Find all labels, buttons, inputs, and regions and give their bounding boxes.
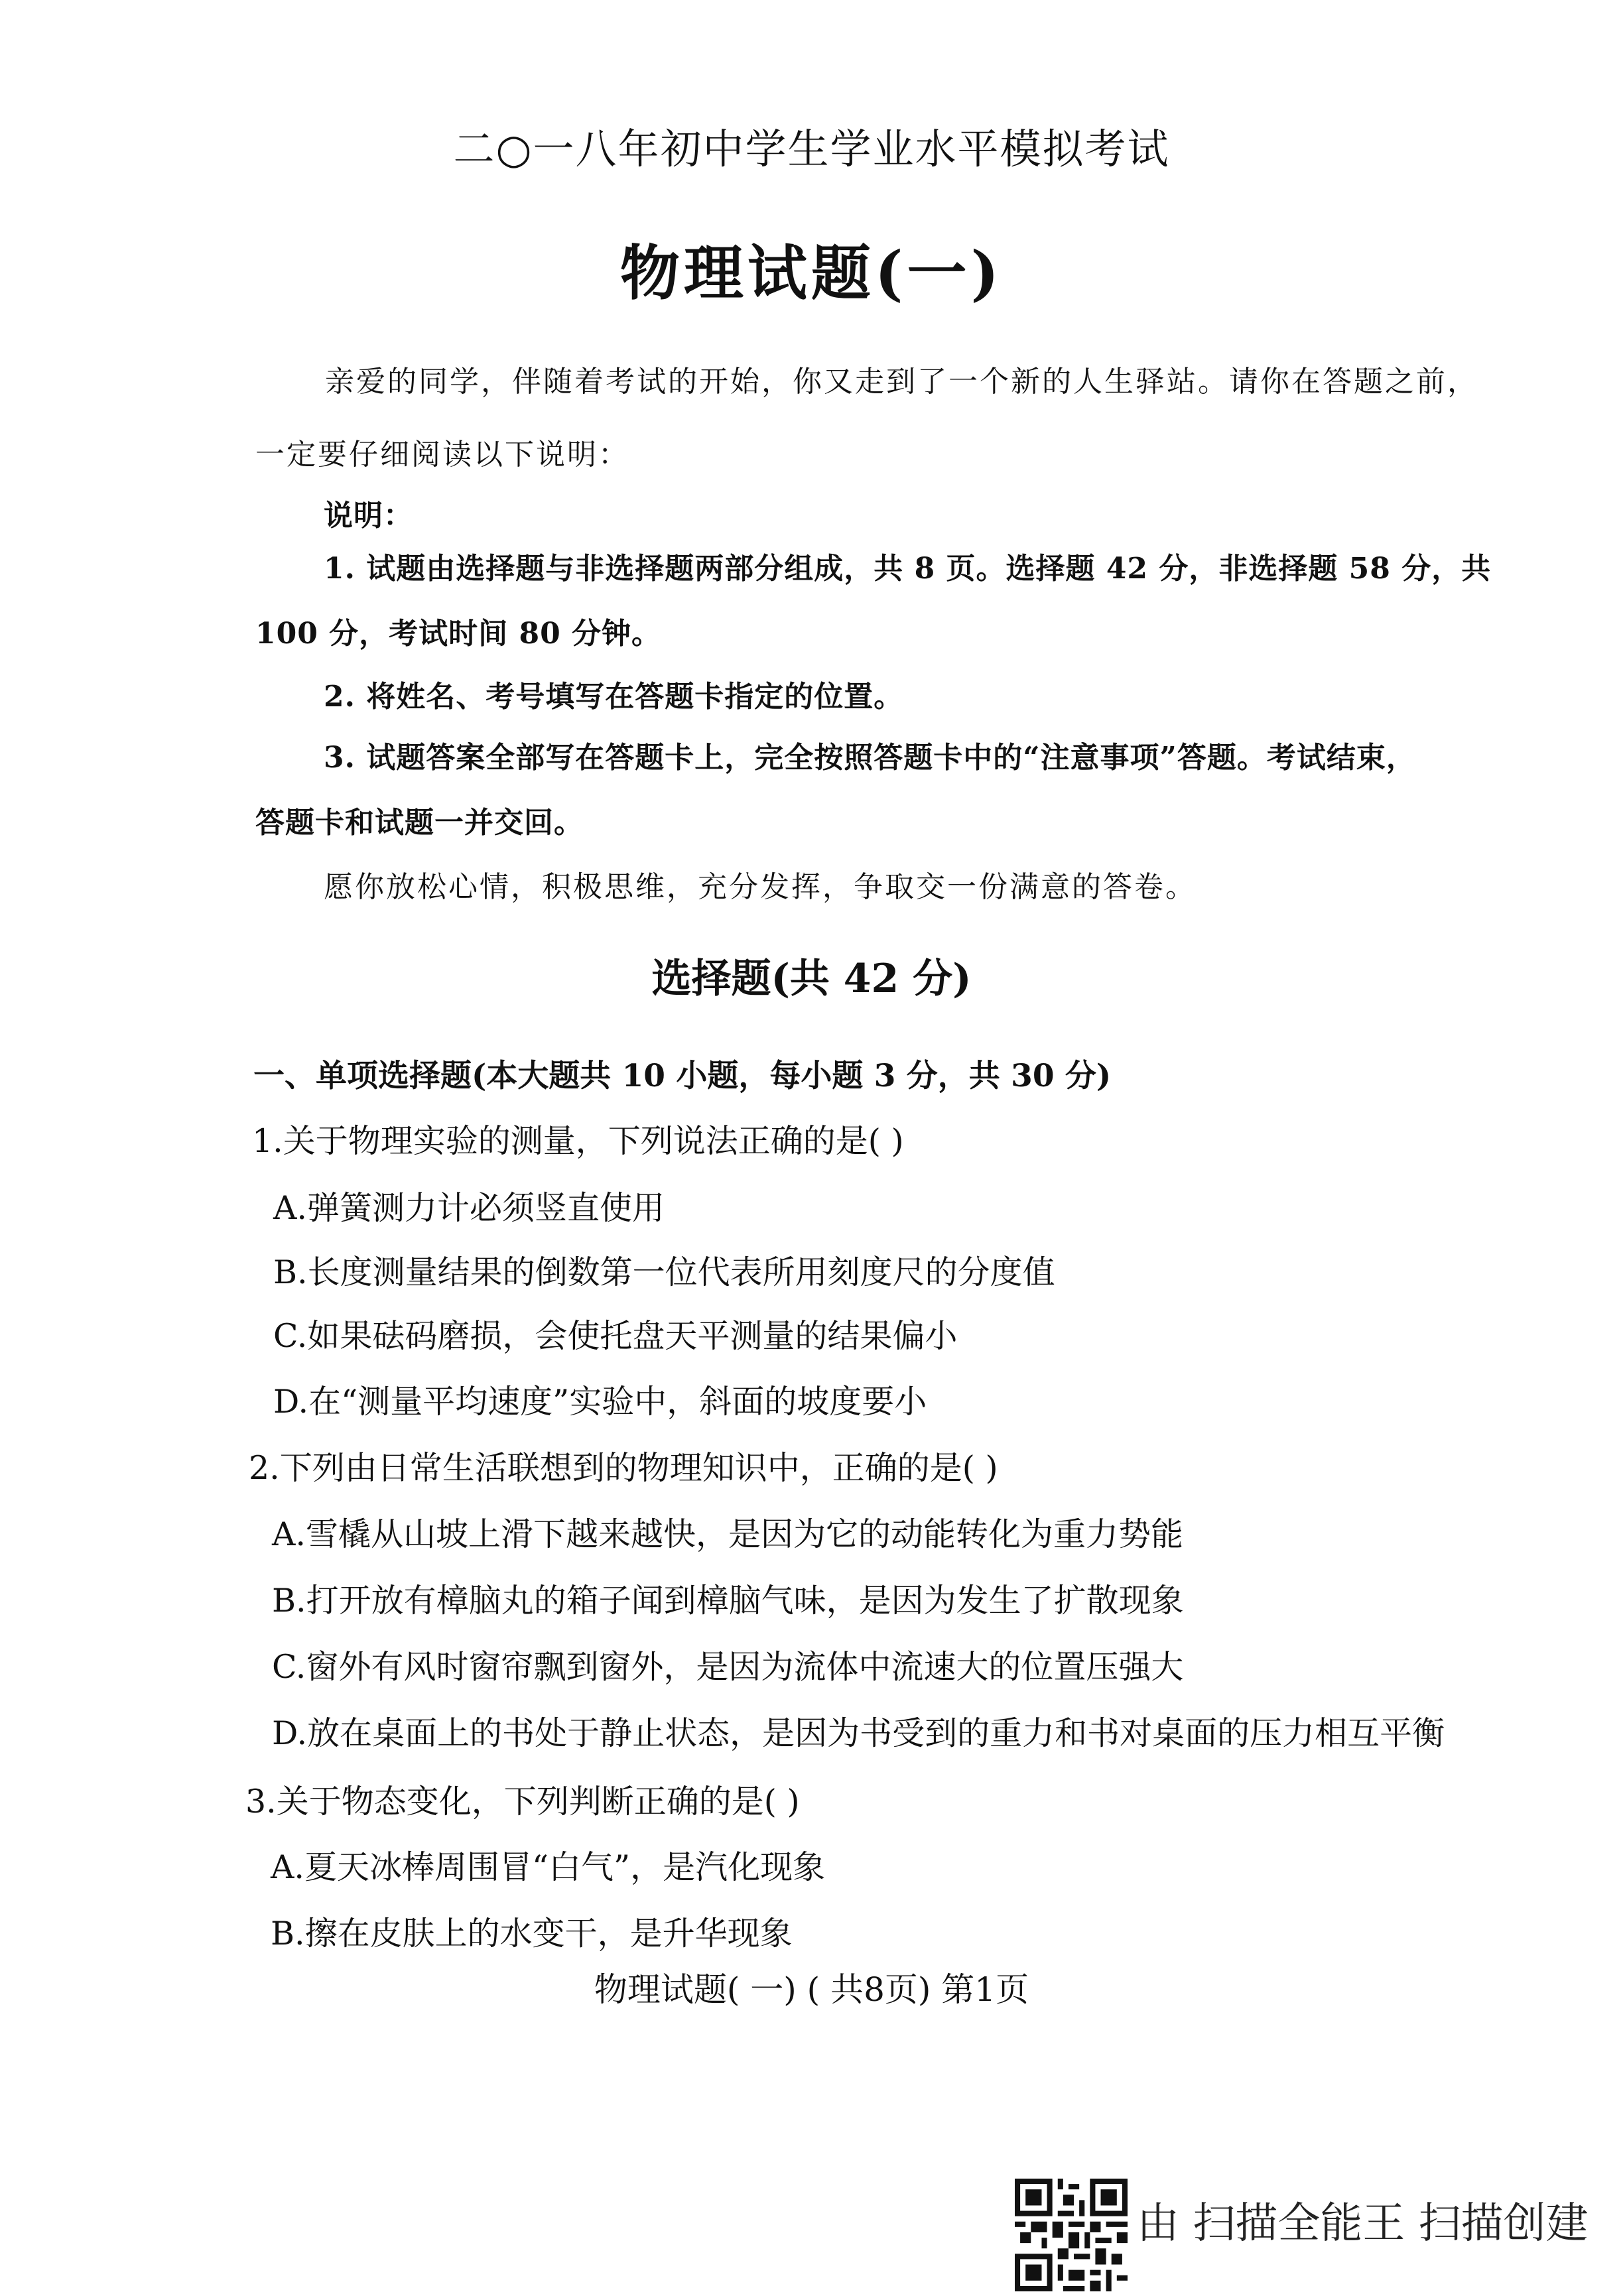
exam-name: 二○一八年初中学生学业水平模拟考试 <box>453 125 1170 173</box>
question-2-option-a: A.雪橇从山坡上滑下越来越快，是因为它的动能转化为重力势能 <box>272 1515 1183 1553</box>
wish-line: 愿你放松心情，积极思维，充分发挥，争取交一份满意的答卷。 <box>324 870 1197 904</box>
note-item-2: 2. 将姓名、考号填写在答题卡指定的位置。 <box>324 680 904 714</box>
intro-line-2: 一定要仔细阅读以下说明： <box>255 438 629 472</box>
question-2-stem: 2.下列由日常生活联想到的物理知识中，正确的是( ) <box>249 1449 998 1487</box>
exam-title: 物理试题(一) <box>619 238 1004 308</box>
question-2-option-d: D.放在桌面上的书处于静止状态，是因为书受到的重力和书对桌面的压力相互平衡 <box>272 1714 1445 1752</box>
notes-heading: 说明： <box>324 499 413 533</box>
note-item-3-line-1: 3. 试题答案全部写在答题卡上，完全按照答题卡中的“注意事项”答题。考试结束， <box>324 741 1416 775</box>
question-1-option-d: D.在“测量平均速度”实验中，斜面的坡度要小 <box>273 1383 927 1421</box>
intro-line-1: 亲爱的同学，伴随着考试的开始，你又走到了一个新的人生驿站。请你在答题之前， <box>325 365 1478 399</box>
question-1-option-a: A.弹簧测力计必须竖直使用 <box>273 1189 665 1227</box>
qr-code-icon <box>1015 2179 1128 2291</box>
question-1-option-c: C.如果砝码磨损，会使托盘天平测量的结果偏小 <box>273 1317 958 1355</box>
note-item-1-line-2: 100 分，考试时间 80 分钟。 <box>255 617 662 651</box>
question-1-stem: 1.关于物理实验的测量，下列说法正确的是( ) <box>252 1122 904 1160</box>
scan-watermark-text: 由 扫描全能王 扫描创建 <box>1137 2199 1589 2248</box>
question-1-option-b: B.长度测量结果的倒数第一位代表所用刻度尺的分度值 <box>273 1253 1055 1291</box>
question-2-option-b: B.打开放有樟脑丸的箱子闻到樟脑气味，是因为发生了扩散现象 <box>272 1582 1184 1620</box>
part-heading: 一、单项选择题(本大题共 10 小题，每小题 3 分，共 30 分) <box>253 1058 1112 1094</box>
section-title: 选择题(共 42 分) <box>651 956 972 1002</box>
question-2-option-c: C.窗外有风时窗帘飘到窗外，是因为流体中流速大的位置压强大 <box>272 1648 1184 1686</box>
question-3-stem: 3.关于物态变化，下列判断正确的是( ) <box>245 1783 800 1820</box>
note-item-1-line-1: 1. 试题由选择题与非选择题两部分组成，共 8 页。选择题 42 分，非选择题 58 分，共 <box>324 552 1492 586</box>
page-footer: 物理试题( 一) ( 共8页) 第1页 <box>594 1970 1029 2009</box>
question-3-option-a: A.夏天冰棒周围冒“白气”，是汽化现象 <box>271 1848 826 1886</box>
note-item-3-line-2: 答题卡和试题一并交回。 <box>255 806 584 840</box>
question-3-option-b: B.擦在皮肤上的水变干，是升华现象 <box>271 1915 793 1952</box>
